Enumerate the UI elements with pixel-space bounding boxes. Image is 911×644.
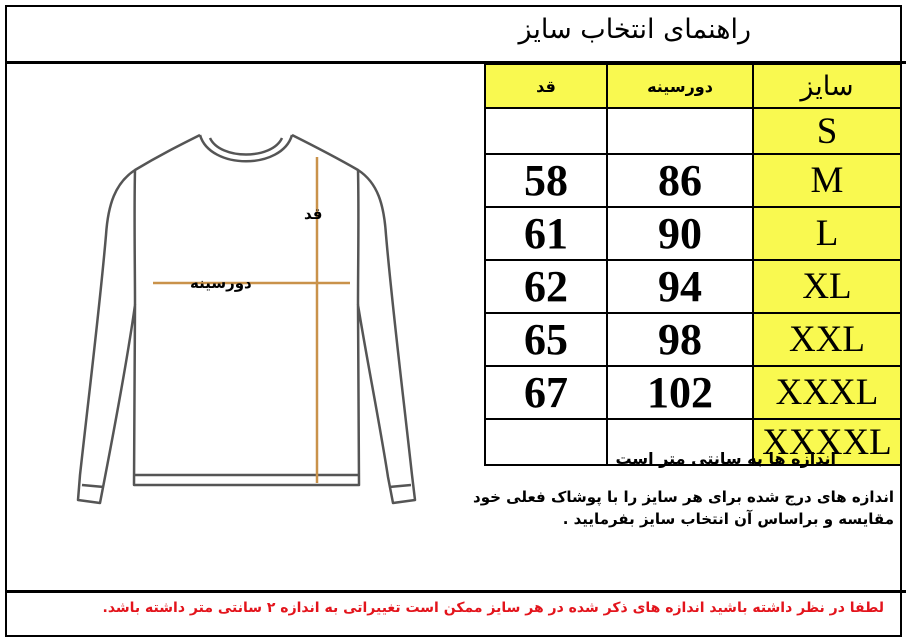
height-cell: 65 [485,313,607,366]
shirt-diagram [60,125,430,515]
height-cell: 62 [485,260,607,313]
left-cuff [82,485,104,487]
size-cell: L [753,207,901,260]
size-cell: XXXXL [753,419,901,465]
height-cell [485,108,607,154]
collar-inner [210,138,282,155]
header-chest: دورسینه [607,64,753,108]
height-cell: 61 [485,207,607,260]
table-row [485,260,901,313]
header-height: قد [485,64,607,108]
table-header-row [485,64,901,108]
chest-cell: 94 [607,260,753,313]
table-row [485,207,901,260]
size-cell: M [753,154,901,207]
footer-divider [5,590,906,593]
instruction-note: اندازه های درج شده برای هر سایز را با پوشاک فعلی خود مقایسه و براساس آن انتخاب سایز بفرمایید . [473,488,894,528]
chest-label: دورسینه [190,274,252,292]
size-cell: S [753,108,901,154]
size-cell: XL [753,260,901,313]
header-size: سایز [753,64,901,108]
chest-cell [607,108,753,154]
table-row [485,313,901,366]
height-cell: 67 [485,366,607,419]
chest-cell: 86 [607,154,753,207]
chest-cell: 102 [607,366,753,419]
size-table [484,63,902,466]
height-cell: 58 [485,154,607,207]
shirt-outline [78,135,415,503]
table-row [485,366,901,419]
unit-note: اندازه ها به سانتی متر است [615,449,836,468]
chest-cell: 90 [607,207,753,260]
height-label: قد [304,205,323,223]
footer-warning: لطفا در نظر داشته باشید اندازه های ذکر شده در هر سایز ممکن است تغییراتی به اندازه ۲ سانتی متر داشته باشد. [102,600,884,616]
table-row [485,108,901,154]
size-cell: XXL [753,313,901,366]
right-cuff [389,485,411,487]
chest-cell: 98 [607,313,753,366]
table-row [485,154,901,207]
size-cell: XXXL [753,366,901,419]
page-title: راهنمای انتخاب سایز [518,14,751,45]
collar-outer [200,135,292,161]
